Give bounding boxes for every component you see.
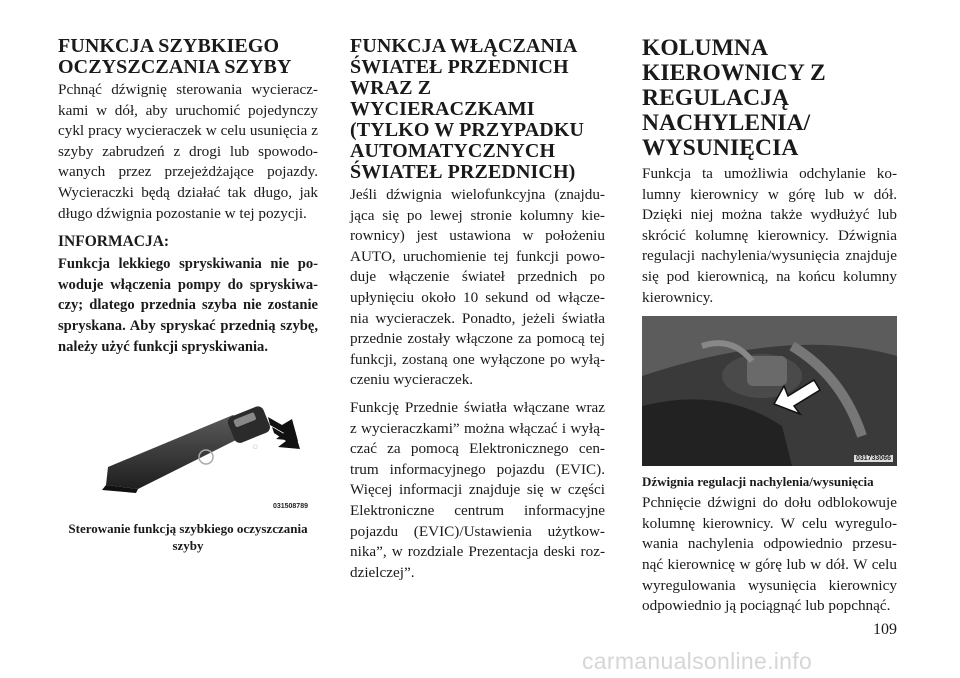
column-right [642, 36, 897, 617]
tilt-lever-photo [642, 316, 897, 466]
figure-code-2: 031733066 [855, 455, 891, 463]
column-middle [350, 36, 605, 583]
caution-text: Funkcja lekkiego spryskiwania nie po-woduje włączenia pompy do spryskiwa-czy; dlatego przednia szyba nie zostanie spryskana. Aby spryskać przednią szybę, należy użyć funkcji spryskiwania. [58, 256, 318, 355]
headlights-wipers-para-2: Funkcję Przednie światła włączane wraz z wycieraczkami” można włączać i wyłą-czać za pomocą Elektronicznego cen-trum informacyjnego pojazdu (EVIC). Więcej informacji znajduje się w części Elektroniczne centrum informacyjne pojazdu (EVIC)/Ustawienia użytkow-nika”, w rozdziale Prezentacja deski roz-dzielczej”. [350, 398, 605, 581]
quick-wipe-body: Pchnąć dźwignię sterowania wycieracz-kami w dół, aby uruchomić pojedynczy cykl pracy wycieraczek w celu usunięcia z szyby zabrudzeń z drogi lub spowodo-wanych przez przejeżdżające pojazdy. Wycieraczki będą działać tak długo, jak długo dźwignia pozostanie w tej pozycji. [58, 81, 318, 222]
tilt-lever-figure [642, 316, 897, 466]
svg-text:O: O [253, 445, 258, 452]
figure-caption-1: Sterowanie funkcją szybkiego oczyszczania szyby [68, 521, 308, 554]
figure-code-1: 031508789 [272, 503, 308, 511]
figure-caption-2: Dźwignia regulacji nachylenia/wysunięcia [642, 474, 874, 490]
headlights-wipers-para-1: Jeśli dźwignia wielofunkcyjna (znajdu-jąca się po lewej stronie kolumny kie-rownicy) jest ustawiona w położeniu AUTO, uruchomienie tej funkcji powo-duje włączenie świateł przednich po upłynięciu około 10 sekund od włącze-nia wycieraczek. Ponadto, jeżeli światła przednie zostały włączone za pomocą tej funkcji, zostaną one wyłączone po wyłą-czeniu wycieraczek. [350, 186, 605, 389]
tilt-column-para-1: Funkcja ta umożliwia odchylanie ko-lumny kierownicy w górę lub w dół. Dzięki niej można także wydłużyć lub skrócić kolumnę kierownicy. Dźwignia regulacji nachylenia/wysunięcia znajduje się pod kierownicą, na końcu kolumny kierownicy. [642, 165, 897, 306]
section-heading-tilt-column: KOLUMNA KIEROWNICY Z REGULACJĄ NACHYLENIA/ WYSUNIĘCIA [642, 35, 826, 161]
caution-title: INFORMACJA: [58, 233, 170, 251]
watermark: carmanualsonline.info [582, 648, 813, 674]
page-number: 109 [873, 621, 897, 638]
wiper-lever-illustration [58, 397, 314, 512]
wiper-lever-figure [58, 397, 314, 512]
column-left [58, 36, 318, 554]
tilt-column-para-2: Pchnięcie dźwigni do dołu odblokowuje kolumnę kierownicy. W celu wyregulo-wania nachylenia odpowiednio przesu-nąć kierownicę w górę lub w dół. W celu wyregulowania wysunięcia kierownicy odpowiednio ją pociągnąć lub popchnąć. [642, 494, 897, 615]
section-heading-quick-wipe: FUNKCJA SZYBKIEGO OCZYSZCZANIA SZYBY [58, 35, 292, 78]
section-heading-headlights-wipers: FUNKCJA WŁĄCZANIA ŚWIATEŁ PRZEDNICH WRAZ Z WYCIERACZKAMI (TYLKO W PRZYPADKU AUTOMATYCZNYCH ŚWIATEŁ PRZEDNICH) [350, 35, 585, 183]
